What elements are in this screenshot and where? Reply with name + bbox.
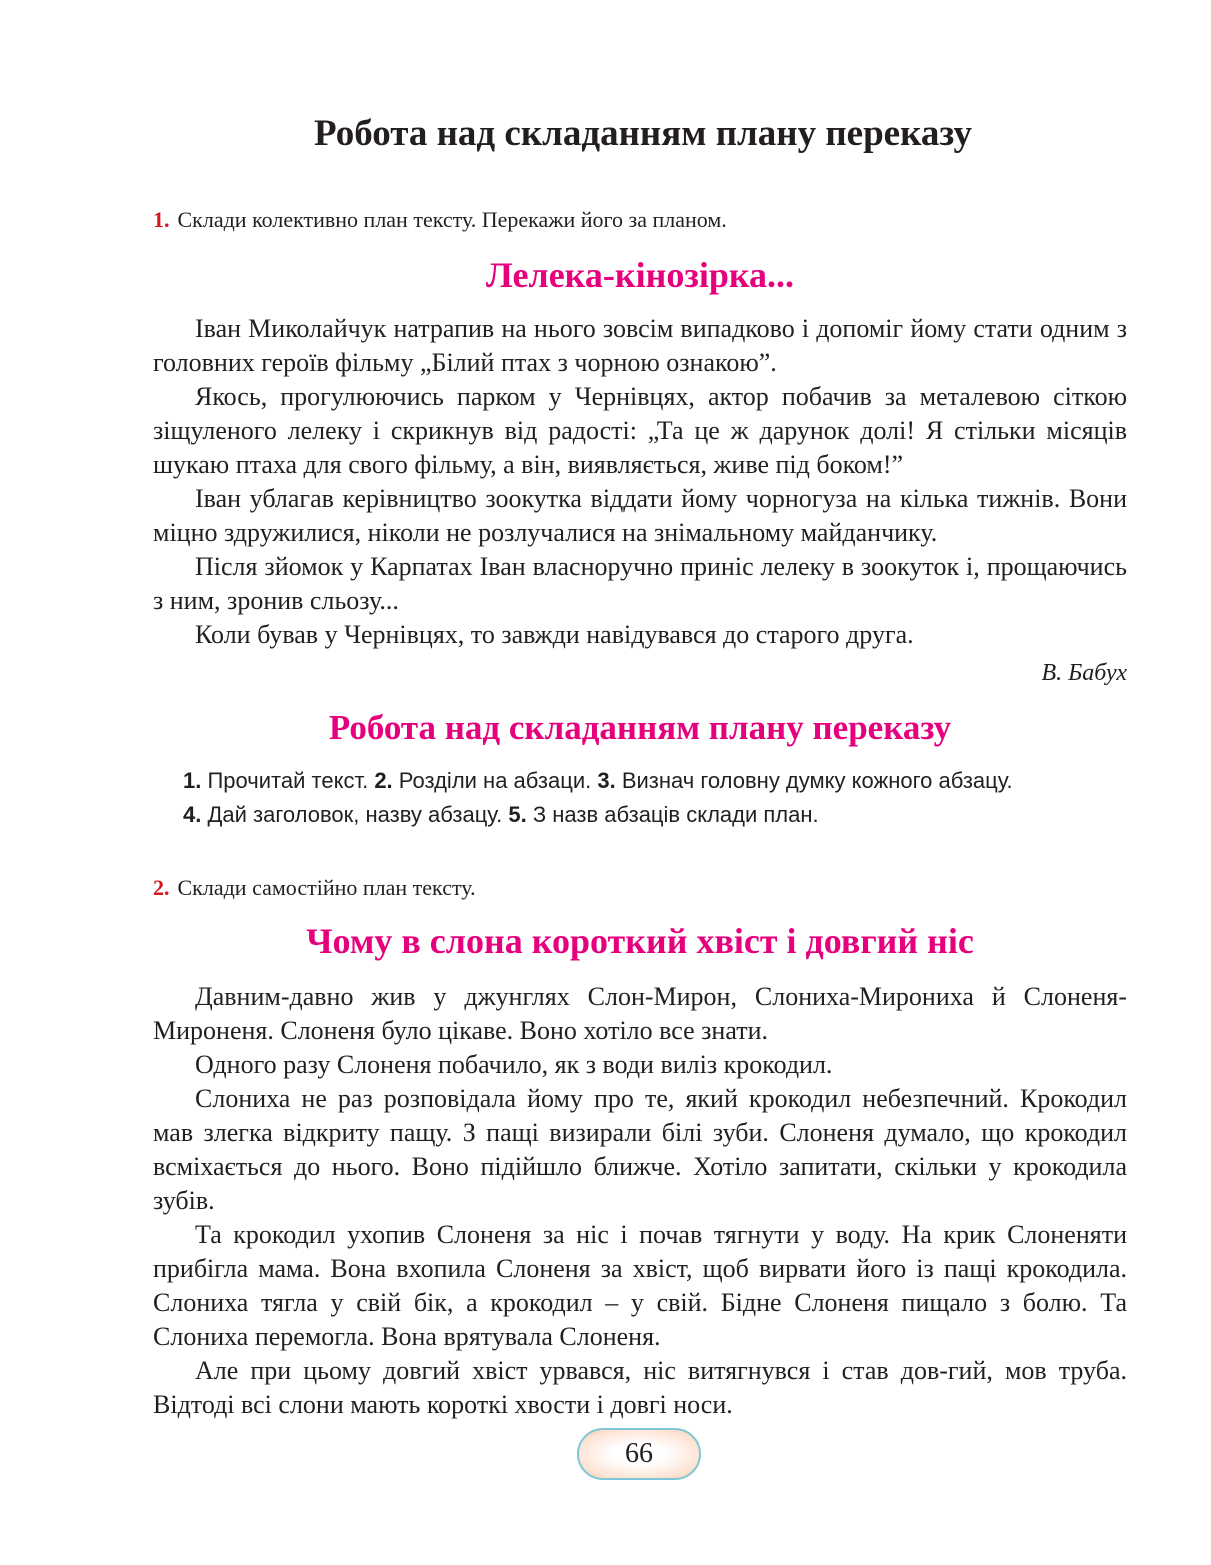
task-1 (153, 206, 727, 234)
story-2-paragraph: Слониха не раз розповідала йому про те, який крокодил небезпечний. Крокодил мав злегка відкриту пащу. З пащі визирали білі зуби. Слоненя думало, що крокодил всміхається до нього. Воно підійшло ближче. Хотіло запитати, скільки у крокодила зубів. (153, 1084, 1127, 1215)
step-text: Прочитай текст. (207, 768, 369, 793)
story-1-title: Лелека-кінозірка... (485, 255, 795, 295)
step-number: 4. (183, 802, 202, 827)
task-2-number: 2. (153, 875, 170, 900)
page-title: Робота над складанням плану переказу (314, 113, 972, 154)
story-1-body (153, 312, 1127, 652)
step-number: 3. (597, 768, 616, 793)
story-1-paragraph: Коли бував у Чернівцях, то завжди навідувався до старого друга. (195, 620, 914, 649)
story-1-author: В. Бабух (1041, 660, 1127, 686)
task-2-text: Склади самостійно план тексту. (177, 875, 476, 900)
story-2-paragraph: Давним-давно жив у джунглях Слон-Мирон, Слониха-Мирониха й Слоненя-Мироненя. Слоненя було цікаве. Воно хотіло все знати. (153, 982, 1127, 1045)
plan-steps (183, 764, 1133, 832)
task-2 (153, 874, 476, 902)
step-number: 2. (374, 768, 393, 793)
step-text: З назв абзаців склади план. (532, 802, 819, 827)
story-1-paragraph: Після зйомок у Карпатах Іван власноручно приніс лелеку в зоокуток і, прощаючись з ним, зронив сльозу... (153, 552, 1127, 615)
story-2-title: Чому в слона короткий хвіст і довгий ніс (306, 921, 974, 961)
step-text: Дай заголовок, назву абзацу. (207, 802, 503, 827)
plan-section-title: Робота над складанням плану переказу (328, 708, 952, 747)
story-2-paragraph: Одного разу Слоненя побачило, як з води виліз крокодил. (195, 1050, 833, 1079)
step-text: Розділи на абзаци. (398, 768, 592, 793)
task-1-number: 1. (153, 207, 170, 232)
story-1-paragraph: Іван Миколайчук натрапив на нього зовсім випадково і допоміг йому стати одним з головних героїв фільму „Білий птах з чорною ознакою”. (153, 314, 1127, 377)
story-1-paragraph: Якось, прогулюючись парком у Чернівцях, актор побачив за металевою сіткою зіщуленого лелеку і скрикнув від радості: „Та це ж дарунок долі! Я стільки місяців шукаю птаха для свого фільму, а він, виявляється, живе під боком!” (153, 382, 1127, 479)
step-text: Визнач головну думку кожного абзацу. (621, 768, 1013, 793)
story-2-body (153, 980, 1127, 1422)
story-2-paragraph: Але при цьому довгий хвіст урвався, ніс витягнувся і став дов-гий, мов труба. Відтоді всі слони мають короткі хвости і довгі носи. (153, 1356, 1127, 1419)
story-2-paragraph: Та крокодил ухопив Слоненя за ніс і почав тягнути у воду. На крик Слоненяти прибігла мама. Вона вхопила Слоненя за хвіст, щоб вирвати його із пащі крокодила. Слониха тягла у свій бік, а крокодил – у свій. Бідне Слоненя пищало з болю. Та Слониха перемогла. Вона врятувала Слоненя. (153, 1220, 1127, 1351)
plan-steps-line-2 (183, 798, 1133, 832)
step-number: 1. (183, 768, 202, 793)
story-1-paragraph: Іван ублагав керівництво зоокутка віддати йому чорногуза на кілька тижнів. Вони міцно здружилися, ніколи не розлучалися на знімальному майданчику. (153, 484, 1127, 547)
task-1-text: Склади колективно план тексту. Перекажи його за планом. (177, 207, 727, 232)
step-number: 5. (508, 802, 527, 827)
plan-steps-line-1 (183, 764, 1133, 798)
page-number-badge: 66 (577, 1428, 701, 1480)
